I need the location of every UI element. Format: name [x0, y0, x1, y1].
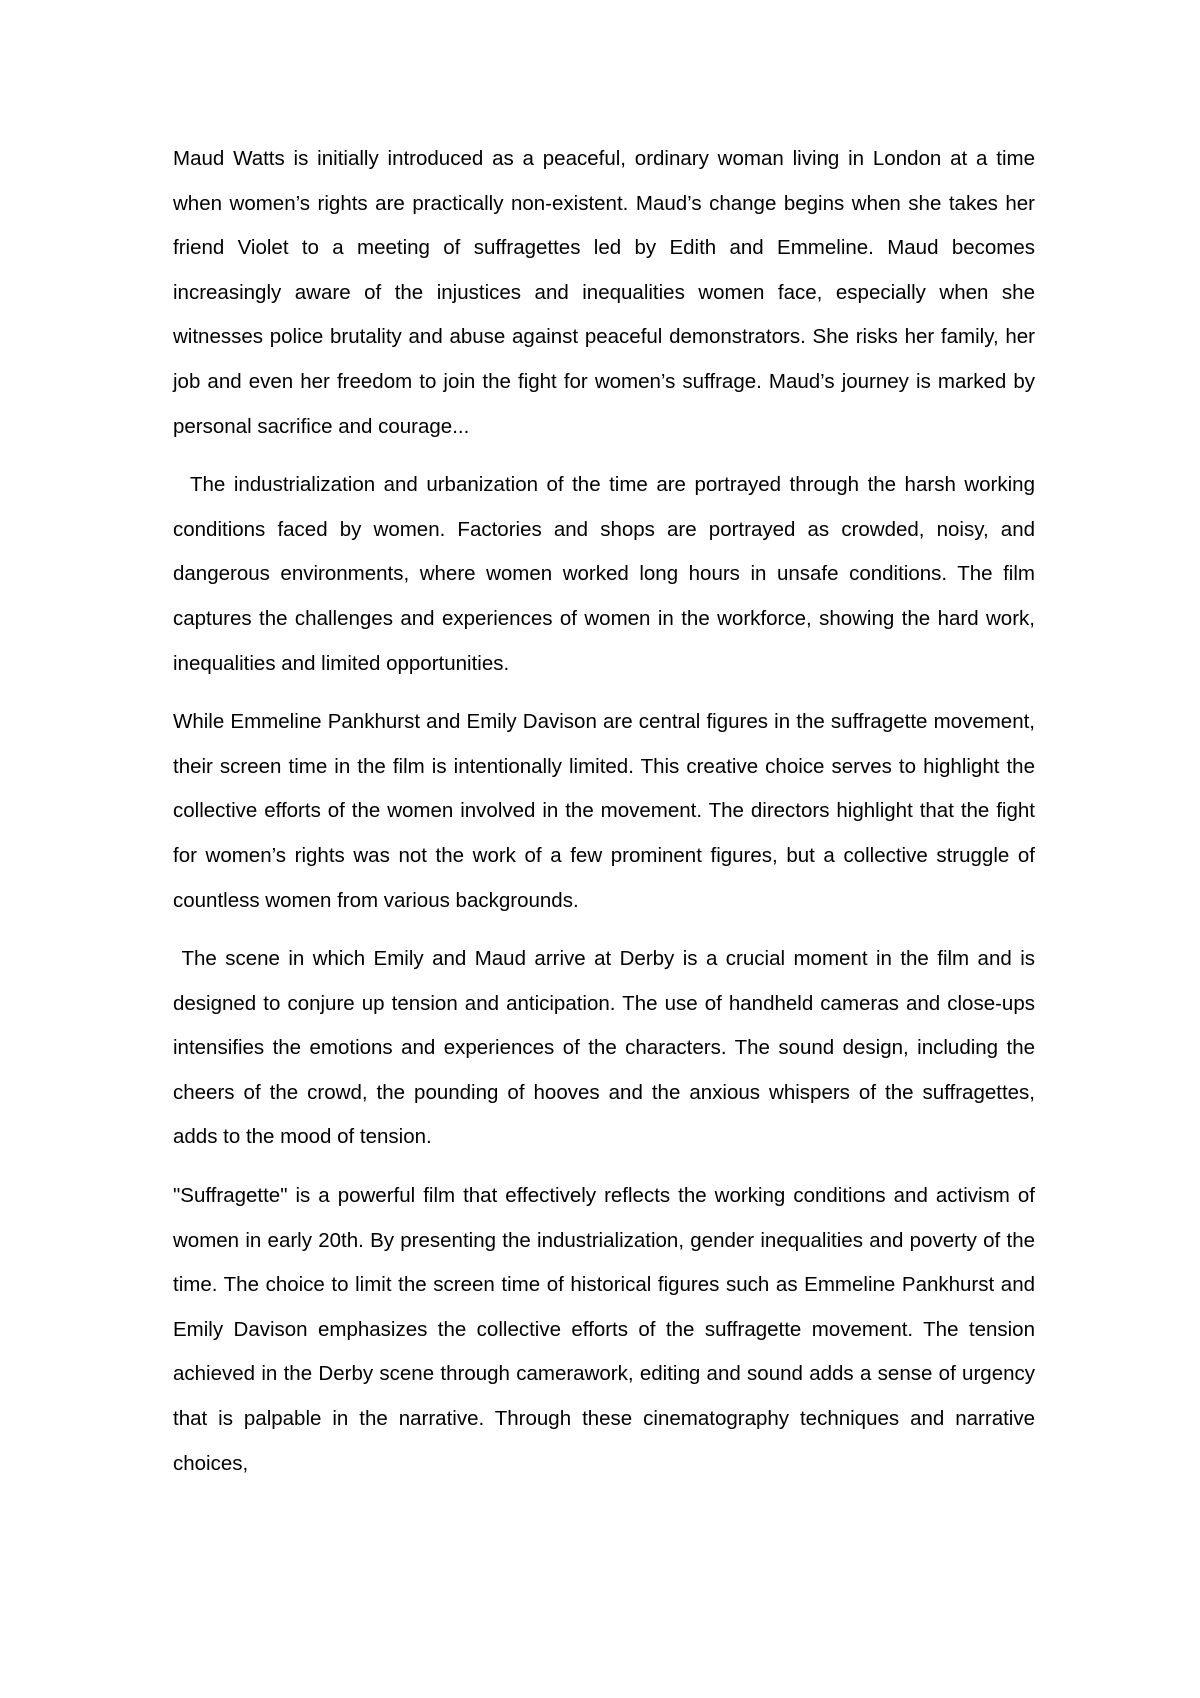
paragraph-derby-scene: The scene in which Emily and Maud arrive at Derby is a crucial moment in the film and is designed to conjure up tension and anticipation. The use of handheld cameras and close-ups intensifies the emotions and experiences of the characters. The sound design, including the cheers of the crowd, the pounding of hooves and the anxious whispers of the suffragettes, adds to the mood of tension. — [173, 947, 1041, 1149]
paragraph-pankhurst-davison: While Emmeline Pankhurst and Emily Davison are central figures in the suffragette movement, their screen time in the film is intentionally limited. This creative choice serves to highlight the collective efforts of the women involved in the movement. The directors highlight that the fight for women’s rights was not the work of a few prominent figures, but a collective struggle of countless women from various backgrounds. — [173, 710, 1035, 912]
paragraph-industrialization: The industrialization and urbanization of the time are portrayed through the harsh working conditions faced by women. Factories and shops are portrayed as crowded, noisy, and dangerous environments, where women worked long hours in unsafe conditions. The film captures the challenges and experiences of women in the workforce, showing the hard work, inequalities and limited opportunities. — [173, 473, 1041, 675]
paragraph-maud-watts: Maud Watts is initially introduced as a peaceful, ordinary woman living in London at a time when women’s rights are practically non-existent. Maud’s change begins when she takes her friend Violet to a meeting of suffragettes led by Edith and Emmeline. Maud becomes increasingly aware of the injustices and inequalities women face, especially when she witnesses police brutality and abuse against peaceful demonstrators. She risks her family, her job and even her freedom to join the fight for women’s suffrage. Maud’s journey is marked by personal sacrifice and courage... — [173, 147, 1035, 438]
document-body — [173, 137, 1041, 1500]
paragraph-conclusion: "Suffragette" is a powerful film that effectively reflects the working conditions and activism of women in early 20th. By presenting the industrialization, gender inequalities and poverty of the time. The choice to limit the screen time of historical figures such as Emmeline Pankhurst and Emily Davison emphasizes the collective efforts of the suffragette movement. The tension achieved in the Derby scene through camerawork, editing and sound adds a sense of urgency that is palpable in the narrative. Through these cinematography techniques and narrative choices, — [173, 1184, 1035, 1475]
